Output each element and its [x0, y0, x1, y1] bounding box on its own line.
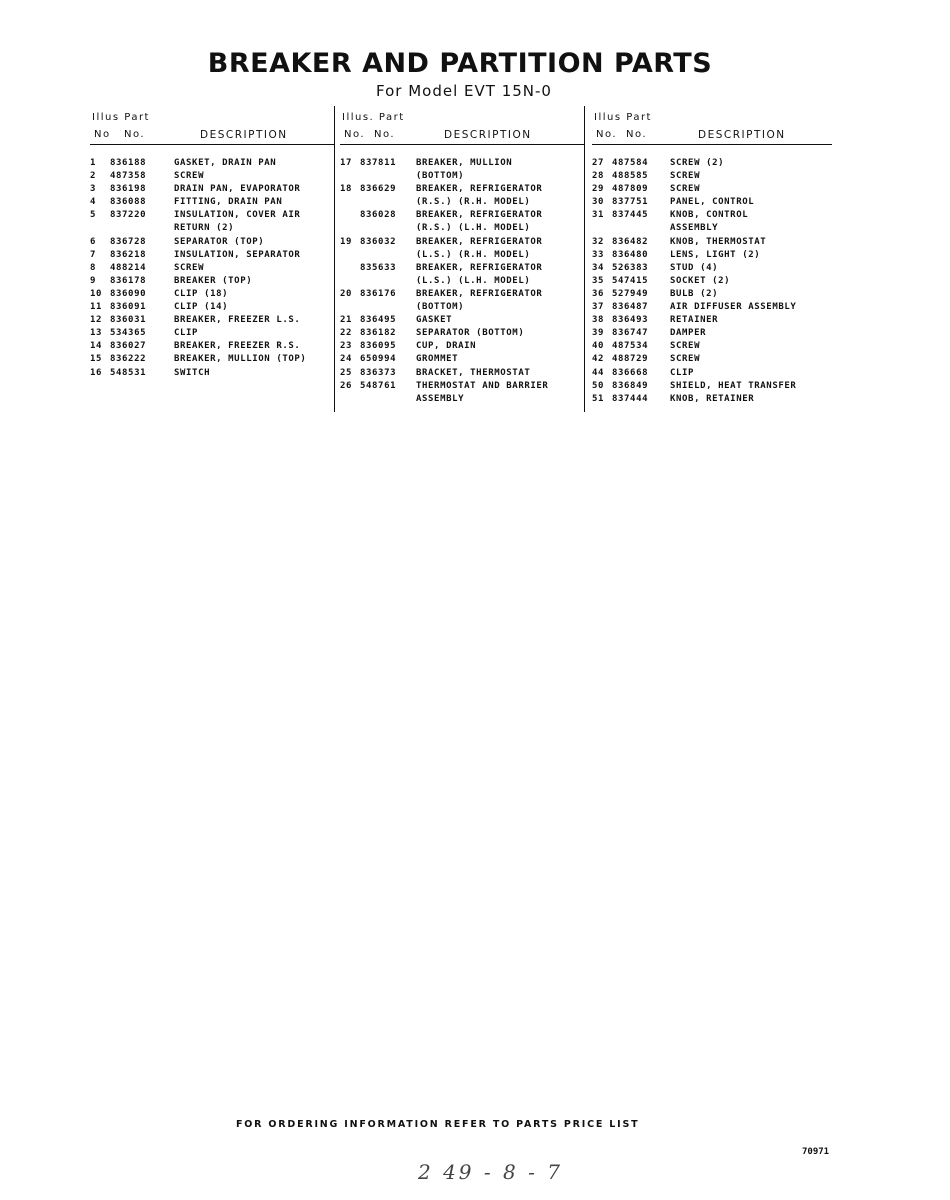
model-subtitle: For Model EVT 15N-0: [376, 82, 552, 100]
part-number: 836178: [110, 275, 147, 286]
part-description: CLIP: [174, 328, 199, 339]
illus-number: 22: [340, 328, 353, 339]
part-number: 836027: [110, 341, 147, 352]
part-number: 547415: [612, 275, 649, 286]
illus-number: 17: [340, 158, 353, 168]
part-description: SWITCH: [174, 367, 211, 378]
part-description: BREAKER, MULLION (BOTTOM): [416, 158, 513, 182]
parts-row: [340, 327, 584, 340]
parts-row: [340, 209, 584, 235]
parts-row: [340, 353, 584, 366]
parts-row: [340, 367, 584, 380]
illus-number: 24: [340, 354, 353, 365]
part-number: 836668: [612, 367, 649, 378]
parts-row: [90, 183, 334, 196]
illus-number: 1: [90, 158, 97, 168]
parts-row: [592, 209, 832, 235]
part-number: 836487: [612, 302, 649, 313]
illus-number: 2: [90, 171, 97, 182]
part-number: 488585: [612, 171, 649, 182]
parts-row: [90, 301, 334, 314]
part-description: GROMMET: [416, 354, 459, 365]
illus-number: 31: [592, 210, 605, 221]
part-description: SHIELD, HEAT TRANSFER: [670, 380, 797, 391]
part-description: PANEL, CONTROL: [670, 197, 755, 208]
parts-row: [592, 367, 832, 380]
illus-number: 44: [592, 367, 605, 378]
part-description: KNOB, RETAINER: [670, 393, 755, 404]
parts-row: [340, 288, 584, 314]
parts-row: [592, 236, 832, 249]
illus-number: 30: [592, 197, 605, 208]
illus-number: 8: [90, 262, 97, 273]
illus-number: [340, 209, 356, 235]
part-number: 836480: [612, 249, 649, 260]
parts-row: [90, 196, 334, 209]
part-number: 837811: [360, 158, 397, 168]
illus-number: 13: [90, 328, 103, 339]
parts-row: [90, 157, 334, 170]
part-number: 488729: [612, 354, 649, 365]
part-number: 836091: [110, 302, 147, 313]
illus-no-header: No.: [596, 129, 618, 140]
part-description: INSULATION, COVER AIR RETURN (2): [174, 210, 301, 234]
part-description: KNOB, CONTROL ASSEMBLY: [670, 210, 749, 234]
illus-number: 40: [592, 341, 605, 352]
parts-column-1: [90, 110, 334, 380]
part-description: SEPARATOR (BOTTOM): [416, 328, 525, 339]
parts-row: [90, 249, 334, 262]
description-header: DESCRIPTION: [698, 129, 786, 141]
part-number: 836482: [612, 236, 649, 247]
parts-row: [592, 249, 832, 262]
illus-number: 27: [592, 158, 605, 168]
illus-number: 26: [340, 380, 353, 391]
part-number: 836218: [110, 249, 147, 260]
parts-row: [592, 301, 832, 314]
part-number: 487358: [110, 171, 147, 182]
parts-row: [340, 236, 584, 262]
part-number: 650994: [360, 354, 397, 365]
parts-row: [90, 262, 334, 275]
part-description: CUP, DRAIN: [416, 341, 477, 352]
illus-number: 16: [90, 367, 103, 378]
parts-row: [592, 157, 832, 170]
illus-number: 12: [90, 315, 103, 326]
part-description: INSULATION, SEPARATOR: [174, 249, 301, 260]
part-description: CLIP (14): [174, 302, 229, 313]
illus-part-header: Illus. Part: [342, 112, 405, 123]
parts-row: [592, 288, 832, 301]
parts-row: [90, 288, 334, 301]
part-description: BREAKER, REFRIGERATOR (BOTTOM): [416, 288, 543, 313]
part-description: GASKET: [416, 315, 453, 326]
part-description: SOCKET (2): [670, 275, 731, 286]
parts-row: [592, 196, 832, 209]
part-description: STUD (4): [670, 262, 719, 273]
part-number: 527949: [612, 288, 649, 299]
part-description: RETAINER: [670, 315, 719, 326]
illus-number: 42: [592, 354, 605, 365]
part-description: AIR DIFFUSER ASSEMBLY: [670, 302, 797, 313]
parts-column-2: [340, 110, 584, 406]
parts-row: [340, 183, 584, 209]
part-description: SEPARATOR (TOP): [174, 236, 265, 247]
illus-no-header: No: [94, 129, 111, 140]
part-description: BREAKER, FREEZER L.S.: [174, 315, 301, 326]
illus-number: 3: [90, 184, 97, 195]
parts-row: [592, 314, 832, 327]
part-description: SCREW: [670, 354, 701, 365]
illus-number: 4: [90, 197, 97, 208]
illus-number: 34: [592, 262, 605, 273]
part-number: 836493: [612, 315, 649, 326]
parts-row: [592, 170, 832, 183]
part-number: 836222: [110, 354, 147, 365]
part-description: BREAKER (TOP): [174, 275, 253, 286]
part-number: 836629: [360, 184, 397, 195]
part-description: SCREW: [174, 171, 205, 182]
parts-row: [90, 275, 334, 288]
illus-number: 14: [90, 341, 103, 352]
part-description: DAMPER: [670, 328, 707, 339]
illus-number: 5: [90, 210, 97, 221]
part-number: 534365: [110, 328, 147, 339]
illus-number: 25: [340, 367, 353, 378]
illus-number: 23: [340, 341, 353, 352]
part-description: SCREW: [670, 171, 701, 182]
part-number: 487584: [612, 158, 649, 168]
illus-number: 51: [592, 393, 605, 404]
column-header: [340, 110, 584, 145]
part-number: 836182: [360, 328, 397, 339]
part-number: 488214: [110, 262, 147, 273]
illus-number: 20: [340, 288, 353, 299]
column-divider: [334, 106, 335, 412]
part-number: 836088: [110, 197, 147, 208]
parts-column-3: [592, 110, 832, 406]
parts-list: [90, 145, 334, 380]
illus-no-header: No.: [344, 129, 366, 140]
illus-number: 10: [90, 288, 103, 299]
column-header: [592, 110, 832, 145]
part-number: 836188: [110, 158, 147, 168]
parts-row: [592, 275, 832, 288]
illus-number: 19: [340, 236, 353, 247]
description-header: DESCRIPTION: [444, 129, 532, 141]
part-description: SCREW: [670, 341, 701, 352]
part-number: 836031: [110, 315, 147, 326]
part-number: 548761: [360, 380, 397, 391]
part-description: BREAKER, REFRIGERATOR (R.S.) (R.H. MODEL): [416, 184, 543, 208]
parts-row: [592, 380, 832, 393]
illus-number: 21: [340, 315, 353, 326]
page-code: 70971: [802, 1147, 830, 1157]
illus-number: 9: [90, 275, 97, 286]
part-number: 835633: [360, 262, 397, 273]
parts-row: [592, 353, 832, 366]
part-number: 836373: [360, 367, 397, 378]
part-number: 836495: [360, 315, 397, 326]
part-description: BULB (2): [670, 288, 719, 299]
illus-number: 33: [592, 249, 605, 260]
part-description: BREAKER, REFRIGERATOR (R.S.) (L.H. MODEL): [416, 210, 543, 234]
column-divider: [584, 106, 585, 412]
part-description: GASKET, DRAIN PAN: [174, 158, 277, 168]
parts-row: [90, 367, 334, 380]
part-number: 836176: [360, 288, 397, 299]
illus-number: 39: [592, 328, 605, 339]
part-description: BREAKER, MULLION (TOP): [174, 354, 307, 365]
parts-row: [340, 314, 584, 327]
part-number: 526383: [612, 262, 649, 273]
illus-number: 50: [592, 380, 605, 391]
part-description: BREAKER, REFRIGERATOR (L.S.) (R.H. MODEL): [416, 236, 543, 260]
parts-row: [340, 340, 584, 353]
part-description: SCREW: [670, 184, 701, 195]
part-number: 487809: [612, 184, 649, 195]
part-number: 837445: [612, 210, 649, 221]
description-header: DESCRIPTION: [200, 129, 288, 141]
part-number: 836028: [360, 210, 397, 221]
part-number: 836032: [360, 236, 397, 247]
parts-row: [90, 340, 334, 353]
parts-list: [592, 145, 832, 406]
part-number: 836728: [110, 236, 147, 247]
illus-number: 37: [592, 302, 605, 313]
illus-number: 18: [340, 184, 353, 195]
illus-number: 15: [90, 354, 103, 365]
part-number: 837751: [612, 197, 649, 208]
part-number: 837220: [110, 210, 147, 221]
column-header: [90, 110, 334, 145]
part-description: FITTING, DRAIN PAN: [174, 197, 283, 208]
part-number: 837444: [612, 393, 649, 404]
part-description: CLIP: [670, 367, 695, 378]
illus-number: [340, 262, 356, 288]
parts-row: [340, 262, 584, 288]
illus-number: 38: [592, 315, 605, 326]
parts-row: [592, 183, 832, 196]
illus-number: 35: [592, 275, 605, 286]
illus-part-header: Illus Part: [92, 112, 150, 123]
part-description: BREAKER, FREEZER R.S.: [174, 341, 301, 352]
illus-number: 11: [90, 302, 103, 313]
parts-row: [90, 236, 334, 249]
part-number: 548531: [110, 367, 147, 378]
parts-row: [592, 327, 832, 340]
part-number: 836095: [360, 341, 397, 352]
illus-part-header: Illus Part: [594, 112, 652, 123]
illus-number: 6: [90, 236, 97, 247]
part-no-header: No.: [374, 129, 396, 140]
part-description: BRACKET, THERMOSTAT: [416, 367, 531, 378]
part-number: 836747: [612, 328, 649, 339]
page-title: BREAKER AND PARTITION PARTS: [207, 48, 713, 79]
part-description: DRAIN PAN, EVAPORATOR: [174, 184, 301, 195]
part-number: 836849: [612, 380, 649, 391]
part-description: SCREW: [174, 262, 205, 273]
parts-row: [340, 380, 584, 406]
part-description: CLIP (18): [174, 288, 229, 299]
ordering-note: FOR ORDERING INFORMATION REFER TO PARTS PRICE LIST: [236, 1119, 640, 1130]
handwritten-note: 2 49 - 8 - 7: [418, 1160, 563, 1184]
part-no-header: No.: [124, 129, 146, 140]
illus-number: 36: [592, 288, 605, 299]
parts-row: [90, 314, 334, 327]
part-description: LENS, LIGHT (2): [670, 249, 761, 260]
parts-list: [340, 145, 584, 406]
part-description: BREAKER, REFRIGERATOR (L.S.) (L.H. MODEL): [416, 262, 543, 286]
parts-row: [90, 327, 334, 340]
part-description: SCREW (2): [670, 158, 725, 168]
illus-number: 7: [90, 249, 97, 260]
parts-row: [90, 170, 334, 183]
illus-number: 28: [592, 171, 605, 182]
parts-row: [340, 157, 584, 183]
part-number: 836090: [110, 288, 147, 299]
illus-number: 29: [592, 184, 605, 195]
illus-number: 32: [592, 236, 605, 247]
parts-row: [592, 340, 832, 353]
part-description: KNOB, THERMOSTAT: [670, 236, 767, 247]
parts-row: [592, 262, 832, 275]
part-number: 487534: [612, 341, 649, 352]
part-number: 836198: [110, 184, 147, 195]
parts-row: [90, 209, 334, 235]
parts-row: [90, 353, 334, 366]
parts-row: [592, 393, 832, 406]
part-no-header: No.: [626, 129, 648, 140]
part-description: THERMOSTAT AND BARRIER ASSEMBLY: [416, 380, 549, 404]
